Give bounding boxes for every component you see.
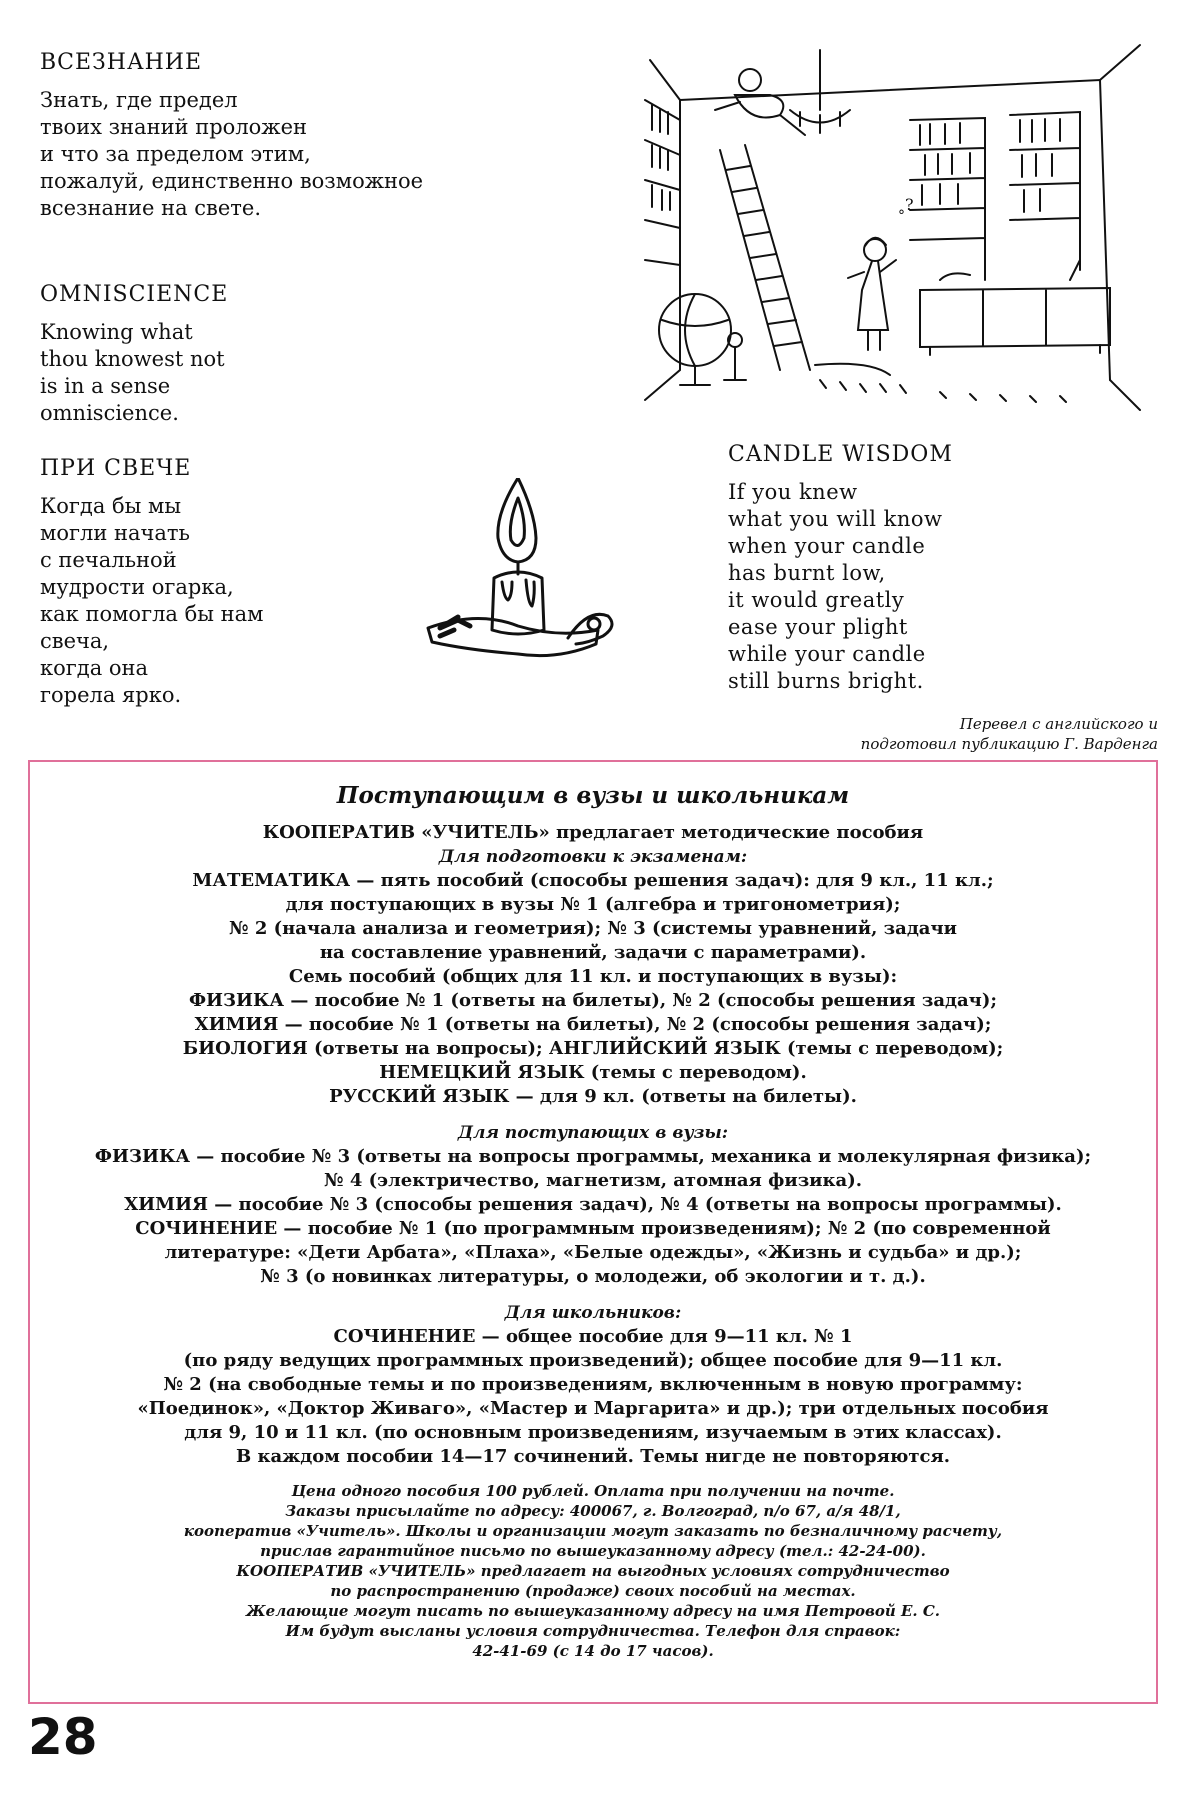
poem-line: когда она — [40, 656, 149, 680]
ad-footer-line: по распространению (продаже) своих пособий на местах. — [330, 1582, 856, 1600]
poem-line: still burns bright. — [728, 669, 924, 693]
ad-line: РУССКИЙ ЯЗЫК — для 9 кл. (ответы на билеты). — [329, 1086, 857, 1107]
poem-omniscience — [40, 282, 228, 427]
poem-line: пожалуй, единственно возможное — [40, 169, 424, 193]
ad-footer-line: Им будут высланы условия сотрудничества. Телефон для справок: — [285, 1622, 901, 1640]
ad-line: для 9, 10 и 11 кл. (по основным произведениям, изучаемым в этих классах). — [184, 1422, 1002, 1443]
ad-line: № 2 (начала анализа и геометрия); № 3 (системы уравнений, задачи — [228, 918, 957, 939]
ad-line: БИОЛОГИЯ (ответы на вопросы); АНГЛИЙСКИЙ ЯЗЫК (темы с переводом); — [182, 1038, 1004, 1059]
poem-line: горела ярко. — [40, 683, 182, 707]
poem-title: CANDLE WISDOM — [728, 442, 953, 467]
poem-line: свеча, — [40, 629, 110, 653]
poem-candle-wisdom — [728, 442, 953, 695]
poem-title: OMNISCIENCE — [40, 282, 229, 307]
ad-line: Семь пособий (общих для 11 кл. и поступающих в вузы): — [288, 966, 898, 987]
poem-line: могли начать — [40, 521, 190, 545]
poem-line: thou knowest not — [40, 347, 225, 371]
poem-line: what you will know — [728, 507, 943, 531]
poem-line: с печальной — [40, 548, 177, 572]
ad-footer-line: КООПЕРАТИВ «УЧИТЕЛЬ» предлагает на выгодных условиях сотрудничество — [236, 1562, 950, 1580]
poem-line: Knowing what — [40, 320, 193, 344]
poem-vseznanie — [40, 50, 423, 222]
ad-line: НЕМЕЦКИЙ ЯЗЫК (темы с переводом). — [379, 1062, 807, 1083]
ad-footer-line: кооператив «Учитель». Школы и организации могут заказать по безналичному расчету, — [183, 1522, 1003, 1540]
credit-line: Перевел с английского и — [959, 715, 1158, 733]
poem-pri-sveche — [40, 456, 263, 709]
section-title: Для поступающих в вузы: — [457, 1123, 729, 1143]
ad-footer-line: Цена одного пособия 100 рублей. Оплата при получении на почте. — [291, 1482, 895, 1500]
ad-line: ХИМИЯ — пособие № 3 (способы решения задач), № 4 (ответы на вопросы программы). — [124, 1194, 1062, 1215]
ad-line: для поступающих в вузы № 1 (алгебра и тригонометрия); — [285, 894, 901, 915]
poem-title: ВСЕЗНАНИЕ — [40, 50, 203, 75]
section-title: Для подготовки к экзаменам: — [438, 847, 748, 867]
poem-line: твоих знаний проложен — [40, 115, 308, 139]
poem-title: ПРИ СВЕЧЕ — [40, 456, 192, 481]
ad-line: СОЧИНЕНИЕ — общее пособие для 9—11 кл. № 1 — [333, 1326, 853, 1347]
poem-line: while your candle — [728, 642, 926, 666]
library-ladder-illustration — [640, 40, 1145, 440]
poem-line: и что за пределом этим, — [40, 142, 311, 166]
poem-line: ease your plight — [728, 615, 908, 639]
ad-headline: Поступающим в вузы и школьникам — [336, 782, 850, 809]
ad-line: В каждом пособии 14—17 сочинений. Темы нигде не повторяются. — [235, 1446, 951, 1467]
ad-line: ФИЗИКА — пособие № 1 (ответы на билеты), № 2 (способы решения задач); — [188, 990, 998, 1011]
credit-line: подготовил публикацию Г. Варденга — [860, 735, 1158, 753]
ad-line: № 2 (на свободные темы и по произведениям, включенным в новую программу: — [163, 1374, 1023, 1395]
ad-line: СОЧИНЕНИЕ — пособие № 1 (по программным произведениям); № 2 (по современной — [135, 1218, 1051, 1239]
section-title: Для школьников: — [504, 1303, 682, 1323]
candle-illustration — [418, 478, 618, 673]
ad-footer-line: Желающие могут писать по вышеуказанному адресу на имя Петровой Е. С. — [246, 1602, 940, 1620]
ad-footer-line: прислав гарантийное письмо по вышеуказанному адресу (тел.: 42-24-00). — [260, 1542, 926, 1560]
poem-line: всезнание на свете. — [40, 196, 262, 220]
ad-line: на составление уравнений, задачи с параметрами). — [319, 942, 867, 963]
ad-footer-line: Заказы присылайте по адресу: 400067, г. Волгоград, п/о 67, а/я 48/1, — [285, 1502, 901, 1520]
poem-line: when your candle — [728, 534, 926, 558]
ad-line: № 4 (электричество, магнетизм, атомная физика). — [324, 1170, 862, 1191]
page-number: 28 — [28, 1708, 98, 1766]
poem-line: is in a sense — [40, 374, 171, 398]
advertisement-box — [28, 760, 1158, 1704]
ad-line: МАТЕМАТИКА — пять пособий (способы решения задач): для 9 кл., 11 кл.; — [192, 870, 994, 891]
ad-line: № 3 (о новинках литературы, о молодежи, об экологии и т. д.). — [260, 1266, 926, 1287]
poem-line: Когда бы мы — [40, 494, 182, 518]
poem-line: it would greatly — [728, 588, 905, 612]
svg-text:?: ? — [905, 195, 914, 214]
ad-footer-line: 42-41-69 (с 14 до 17 часов). — [472, 1642, 714, 1660]
poem-line: как помогла бы нам — [40, 602, 264, 626]
ad-line: (по ряду ведущих программных произведений); общее пособие для 9—11 кл. — [183, 1350, 1003, 1371]
poem-line: omniscience. — [40, 401, 179, 425]
ad-line: литературе: «Дети Арбата», «Плаха», «Белые одежды», «Жизнь и судьба» и др.); — [164, 1242, 1022, 1263]
poem-line: мудрости огарка, — [40, 575, 234, 599]
poem-line: If you knew — [728, 480, 858, 504]
poem-line: Знать, где предел — [40, 88, 238, 112]
ad-line: ФИЗИКА — пособие № 3 (ответы на вопросы программы, механика и молекулярная физика); — [94, 1146, 1092, 1167]
svg-text:°: ° — [898, 208, 905, 224]
poem-line: has burnt low, — [728, 561, 886, 585]
ad-intro: КООПЕРАТИВ «УЧИТЕЛЬ» предлагает методические пособия — [262, 822, 924, 843]
ad-line: «Поединок», «Доктор Живаго», «Мастер и Маргарита» и др.); три отдельных пособия — [137, 1398, 1049, 1419]
translator-credit — [861, 714, 1158, 754]
ad-line: ХИМИЯ — пособие № 1 (ответы на билеты), № 2 (способы решения задач); — [194, 1014, 992, 1035]
